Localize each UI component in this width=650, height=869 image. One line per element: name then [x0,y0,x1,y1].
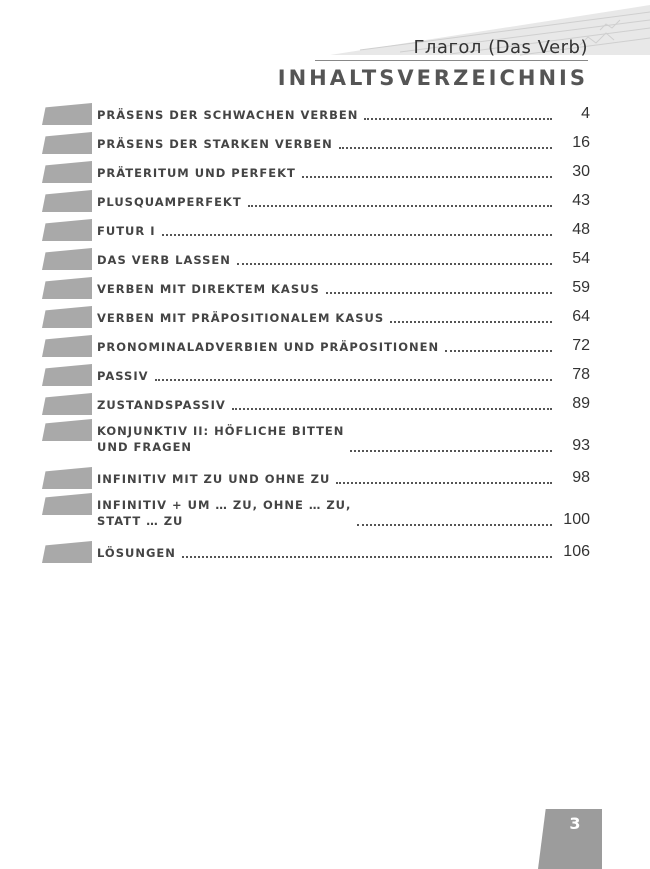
toc-entry-label: PASSIV [97,369,149,383]
toc-entry-page: 4 [581,105,590,122]
toc-entry-label: ZUSTANDSPASSIV [97,398,226,412]
page-number: 3 [569,814,581,833]
toc-entry-page: 43 [572,192,590,209]
toc-entry[interactable] [42,464,590,493]
toc-entry[interactable] [42,390,590,419]
dot-leader [350,450,552,452]
dot-leader [336,482,552,484]
dot-leader [302,176,552,178]
tab-marker [42,103,92,125]
toc-entry[interactable] [42,538,590,567]
tab-marker [42,467,92,489]
toc-entry[interactable] [42,245,590,274]
tab-marker [42,132,92,154]
dot-leader [162,234,552,236]
toc-entry-label: DAS VERB LASSEN [97,253,231,267]
dot-leader [155,379,552,381]
toc-entry-page: 78 [572,366,590,383]
dot-leader [357,524,552,526]
toc-entry-label [97,423,344,455]
toc-entry-label-line1: KONJUNKTIV II: HÖFLICHE BITTEN [97,424,345,438]
toc-entry-label: PRÄTERITUM UND PERFEKT [97,166,296,180]
tab-marker [42,219,92,241]
header-rule [315,60,588,61]
dot-leader [182,556,552,558]
toc-entry-page: 64 [572,308,590,325]
dot-leader [390,321,552,323]
dot-leader [237,263,552,265]
tab-marker [42,364,92,386]
toc-entry[interactable] [42,332,590,361]
toc-entry[interactable] [42,100,590,129]
tab-marker [42,277,92,299]
toc-entry-page: 54 [572,250,590,267]
toc-entry-label: FUTUR I [97,224,156,238]
tab-marker [42,335,92,357]
tab-marker [42,541,92,563]
table-of-contents [42,100,590,567]
toc-entry-label: PLUSQUAMPERFEKT [97,195,242,209]
toc-entry[interactable] [42,158,590,187]
toc-entry[interactable] [42,419,590,463]
page-title: INHALTSVERZEICHNIS [277,66,588,90]
toc-entry-label: INFINITIV MIT ZU UND OHNE ZU [97,472,331,486]
toc-entry-page: 93 [572,437,590,454]
running-head: Глагол (Das Verb) [413,37,588,58]
dot-leader [445,350,552,352]
toc-entry-page: 98 [572,469,590,486]
toc-entry[interactable] [42,216,590,245]
tab-marker [42,306,92,328]
toc-entry-page: 89 [572,395,590,412]
dot-leader [339,147,552,149]
tab-marker [42,419,92,441]
toc-entry[interactable] [42,361,590,390]
toc-entry-page: 106 [563,543,590,560]
tab-marker [42,190,92,212]
toc-entry-page: 100 [563,511,590,528]
toc-entry[interactable] [42,303,590,332]
toc-entry-label: PRÄSENS DER STARKEN VERBEN [97,137,333,151]
toc-entry-page: 16 [572,134,590,151]
toc-entry-label: LÖSUNGEN [97,546,176,560]
toc-entry-label: PRONOMINALADVERBIEN UND PRÄPOSITIONEN [97,340,440,354]
dot-leader [326,292,552,294]
toc-entry-label: PRÄSENS DER SCHWACHEN VERBEN [97,108,359,122]
toc-entry-label-line1: INFINITIV + UM … ZU, OHNE … ZU, [97,498,352,512]
toc-entry-label: VERBEN MIT PRÄPOSITIONALEM KASUS [97,311,385,325]
toc-entry-label [97,497,351,529]
tab-marker [42,248,92,270]
toc-entry-page: 72 [572,337,590,354]
toc-entry[interactable] [42,187,590,216]
toc-entry-page: 30 [572,163,590,180]
toc-entry[interactable] [42,493,590,537]
toc-entry[interactable] [42,129,590,158]
toc-entry-label-line2: STATT … ZU [97,514,184,528]
toc-entry-label: VERBEN MIT DIREKTEM KASUS [97,282,320,296]
toc-entry-page: 48 [572,221,590,238]
toc-entry[interactable] [42,274,590,303]
tab-marker [42,393,92,415]
toc-entry-page: 59 [572,279,590,296]
toc-entry-label-line2: UND FRAGEN [97,440,193,454]
dot-leader [248,205,552,207]
dot-leader [364,118,552,120]
dot-leader [232,408,552,410]
tab-marker [42,493,92,515]
tab-marker [42,161,92,183]
